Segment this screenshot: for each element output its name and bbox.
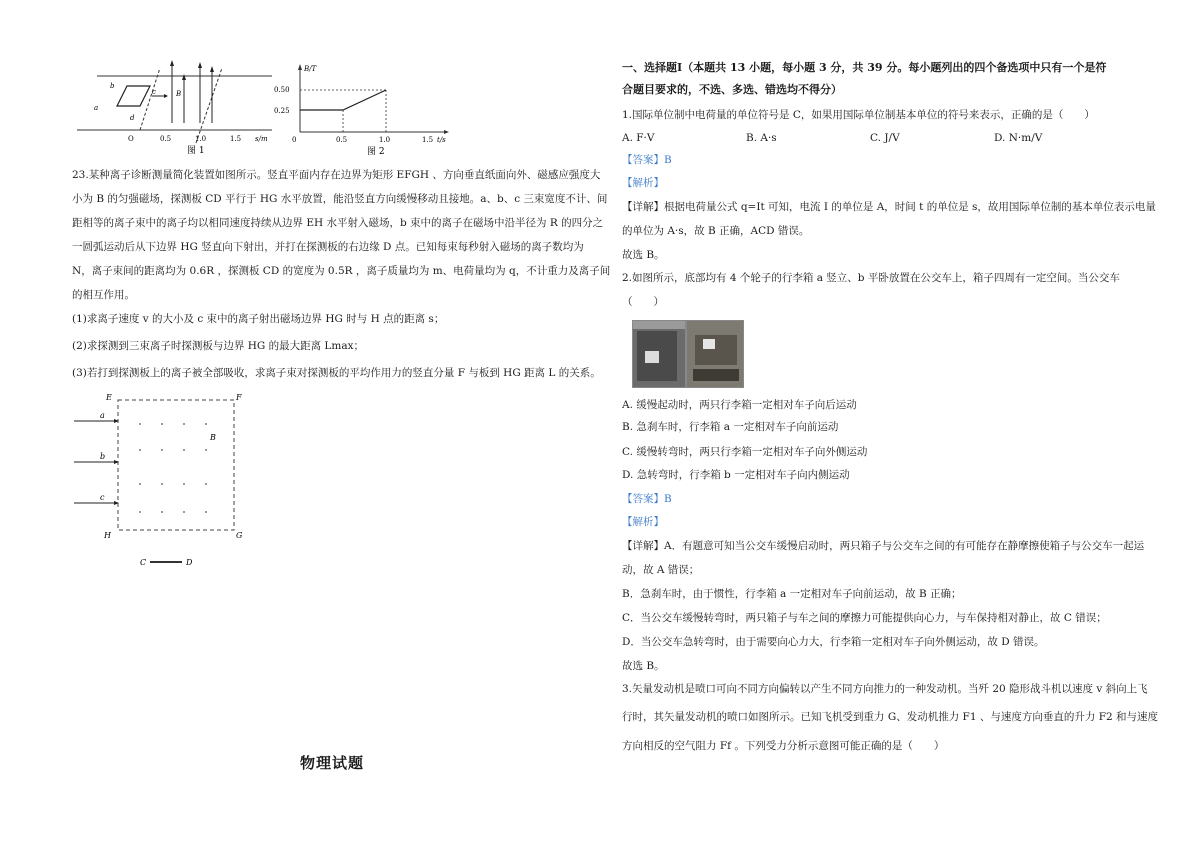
q2-detail-4: C．当公交车缓慢转弯时，两只箱子与车之间的摩擦力可能提供向心力，与车保持相对静止，故 C 错误；	[622, 612, 1107, 624]
q1-stem: 1.国际单位制中电荷量的单位符号是 C，如果用国际单位制基本单位的符号来表示，正确的是（ ）	[622, 109, 1095, 121]
q3-line-1: 3.矢量发动机是喷口可向不同方向偏转以产生不同方向推力的一种发动机。当歼 20 隐形战斗机以速度 v 斜向上飞	[622, 683, 1148, 695]
q23-sub-1: (1)求离子速度 v 的大小及 c 束中的离子射出磁场边界 HG 时与 H 点的距离 s；	[72, 313, 445, 325]
page-title: 物理试题	[300, 754, 365, 772]
q1-answer: 【答案】B	[622, 154, 672, 166]
q1-detail-2: 的单位为 A·s，故 B 正确，ACD 错误。	[622, 225, 810, 237]
q1-option-b: B. A·s	[746, 132, 777, 144]
svg-text:0.25: 0.25	[274, 107, 290, 115]
q1-option-c: C. J/V	[870, 132, 900, 144]
q2-option-b: B. 急刹车时，行李箱 a 一定相对车子向前运动	[622, 421, 839, 433]
svg-text:0: 0	[292, 136, 297, 144]
q1-option-a: A. F·V	[622, 132, 655, 144]
svg-text:O: O	[128, 135, 134, 143]
q23-sub-2: (2)求探测到三束离子时探测板与边界 HG 的最大距离 Lmax；	[72, 340, 365, 352]
svg-text:G: G	[236, 531, 243, 540]
svg-text:d: d	[130, 114, 135, 122]
q23-line-4: 一圆弧运动后从下边界 HG 竖直向下射出，并打在探测板的右边缘 D 点。已知每束每秒射入磁场的离子数均为	[72, 241, 584, 253]
figure-2	[272, 62, 452, 158]
q2-detail-2: 动，故 A 错误；	[622, 564, 700, 576]
section-heading-2: 合题目要求的，不选、多选、错选均不得分）	[622, 83, 842, 96]
svg-text:B: B	[176, 90, 182, 98]
q2-paren: （ ）	[622, 296, 664, 308]
q2-detail-1: 【详解】A．有题意可知当公交车缓慢启动时，两只箱子与公交车之间的有可能存在静摩擦使箱子与公交车一起运	[622, 540, 1145, 552]
q2-option-a: A. 缓慢起动时，两只行李箱一定相对车子向后运动	[622, 399, 857, 411]
q2-stem: 2.如图所示，底部均有 4 个轮子的行李箱 a 竖立、b 平卧放置在公交车上，箱子四周有一定空间。当公交车	[622, 272, 1120, 284]
svg-text:H: H	[104, 531, 111, 540]
q3-line-3: 方向相反的空气阻力 Ff 。下列受力分析示意图可能正确的是（ ）	[622, 740, 945, 752]
q2-detail-5: D．当公交车急转弯时，由于需要向心力大，行李箱一定相对车子向外侧运动，故 D 错误。	[622, 636, 1045, 648]
luggage-photo-a	[632, 320, 686, 388]
q23-sub-3: (3)若打到探测板上的离子被全部吸收，求离子束对探测板的平均作用力的竖直分量 F 与板到 HG 距离 L 的关系。	[72, 367, 601, 379]
luggage-photo-b	[686, 320, 744, 388]
q1-analysis: 【解析】	[622, 177, 664, 189]
svg-text:E: E	[106, 393, 112, 402]
q23-line-5: N，离子束间的距离均为 0.6R ，探测板 CD 的宽度为 0.5R ，离子质量均为 m、电荷量均为 q，不计重力及离子间	[72, 265, 611, 277]
svg-text:c: c	[152, 88, 156, 96]
svg-text:0.5: 0.5	[336, 136, 348, 144]
q23-line-2: 小为 B 的匀强磁场，探测板 CD 平行于 HG 水平放置，能沿竖直方向缓慢移动且接地。a、b、c 三束宽度不计、间	[72, 193, 608, 205]
svg-text:图 2: 图 2	[367, 147, 385, 157]
svg-text:D: D	[186, 558, 193, 567]
svg-text:0.5: 0.5	[160, 135, 172, 143]
q23-line-6: 的相互作用。	[72, 289, 135, 301]
svg-text:B: B	[210, 433, 216, 442]
svg-text:b: b	[110, 82, 115, 90]
svg-text:c: c	[100, 493, 105, 502]
figure-1	[72, 58, 277, 158]
svg-text:图 1: 图 1	[187, 146, 205, 156]
svg-text:C: C	[140, 558, 147, 567]
q2-detail-3: B．急刹车时，由于惯性，行李箱 a 一定相对车子向前运动，故 B 正确；	[622, 588, 962, 600]
q2-conclusion: 故选 B。	[622, 660, 665, 672]
svg-text:t/s: t/s	[437, 136, 446, 144]
svg-text:b: b	[100, 452, 106, 461]
q2-option-d: D. 急转弯时，行李箱 b 一定相对车子向内侧运动	[622, 469, 850, 481]
q1-option-d: D. N·m/V	[994, 132, 1043, 144]
q1-detail-1: 【详解】根据电荷量公式 q=It 可知，电流 I 的单位是 A，时间 t 的单位是 s，故用国际单位制的基本单位表示电量	[622, 201, 1156, 213]
svg-text:1.5: 1.5	[230, 135, 242, 143]
svg-text:a: a	[100, 411, 105, 420]
svg-text:1.0: 1.0	[379, 136, 391, 144]
q2-option-c: C. 缓慢转弯时，两只行李箱一定相对车子向外侧运动	[622, 446, 868, 458]
q1-conclusion: 故选 B。	[622, 249, 665, 261]
q3-line-2: 行时，其矢量发动机的喷口如图所示。已知飞机受到重力 G、发动机推力 F1 、与速度方向垂直的升力 F2 和与速度	[622, 711, 1159, 723]
q2-analysis: 【解析】	[622, 516, 664, 528]
q2-answer: 【答案】B	[622, 493, 672, 505]
figure-3	[72, 388, 252, 573]
q23-line-3: 距相等的离子束中的离子均以相同速度持续从边界 EH 水平射入磁场，b 束中的离子在磁场中沿半径为 R 的四分之	[72, 217, 604, 229]
svg-text:1.5: 1.5	[422, 136, 434, 144]
section-heading: 一、选择题Ⅰ（本题共 13 小题，每小题 3 分，共 39 分。每小题列出的四个备选项中只有一个是符	[622, 61, 1107, 74]
svg-text:B/T: B/T	[304, 65, 317, 73]
svg-text:s/m: s/m	[255, 135, 268, 143]
q23-line-1: 23.某种离子诊断测量简化装置如图所示。竖直平面内存在边界为矩形 EFGH 、方向垂直纸面向外、磁感应强度大	[72, 169, 601, 181]
svg-text:1.0: 1.0	[195, 135, 207, 143]
svg-text:F: F	[236, 393, 242, 402]
svg-text:0.50: 0.50	[274, 86, 290, 94]
svg-text:a: a	[94, 104, 99, 112]
